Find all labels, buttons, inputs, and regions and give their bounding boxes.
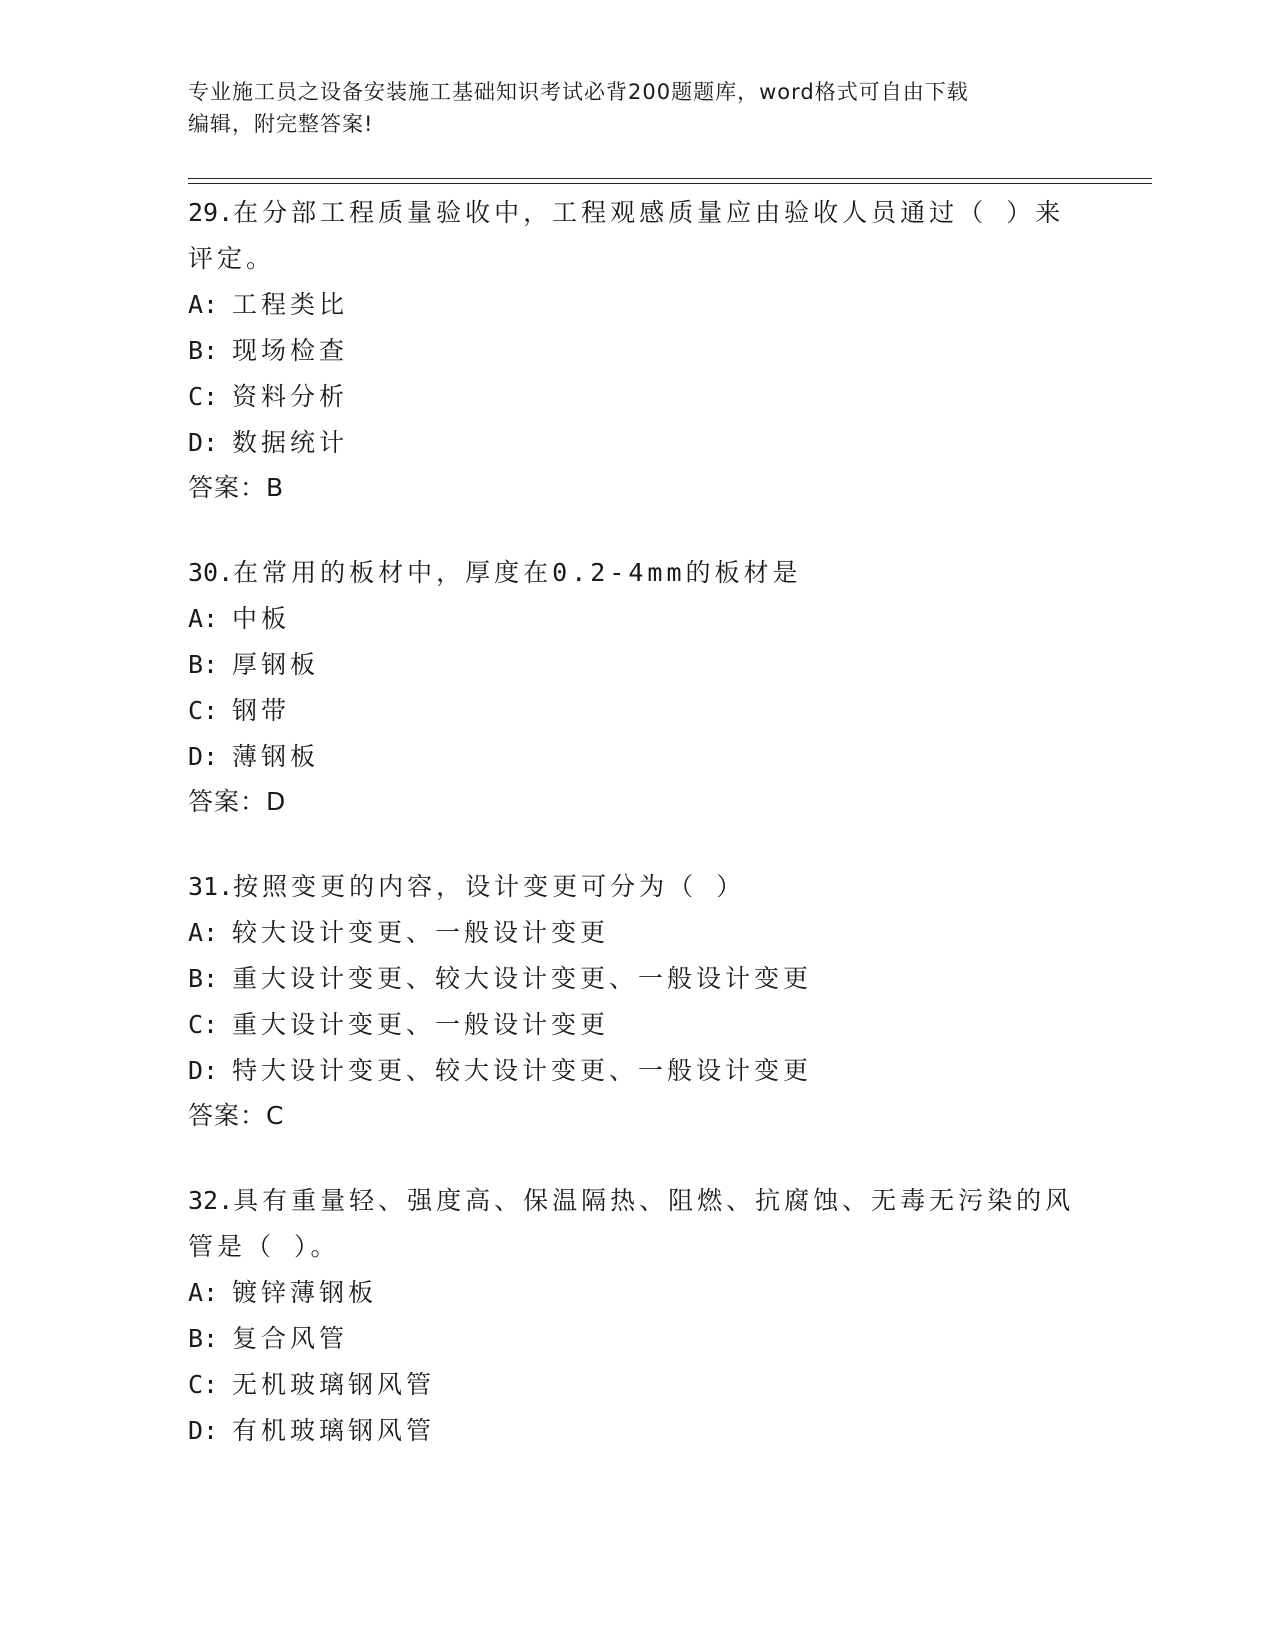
option-letter: D: xyxy=(188,1056,219,1085)
option-d xyxy=(188,420,1088,466)
option-b xyxy=(188,1316,1088,1362)
option-letter: D: xyxy=(188,1416,219,1445)
option-text: 镀锌薄钢板 xyxy=(232,1278,378,1307)
question-number: 30. xyxy=(188,558,234,587)
option-text: 较大设计变更、一般设计变更 xyxy=(232,918,610,947)
question-stem xyxy=(188,864,1088,910)
option-letter: C: xyxy=(188,382,219,411)
document-header xyxy=(188,76,1068,140)
option-letter: D: xyxy=(188,742,219,771)
option-c xyxy=(188,374,1088,420)
question-number: 29. xyxy=(188,198,234,227)
option-text: 现场检查 xyxy=(232,336,349,365)
option-letter: C: xyxy=(188,1010,219,1039)
question-32 xyxy=(188,1178,1088,1454)
option-text: 特大设计变更、较大设计变更、一般设计变更 xyxy=(232,1056,813,1085)
option-text: 薄钢板 xyxy=(232,742,320,771)
question-stem xyxy=(188,190,1088,282)
option-b xyxy=(188,328,1088,374)
option-a xyxy=(188,596,1088,642)
option-text: 重大设计变更、一般设计变更 xyxy=(232,1010,610,1039)
option-text: 数据统计 xyxy=(232,428,349,457)
option-c xyxy=(188,1002,1088,1048)
option-text: 重大设计变更、较大设计变更、一般设计变更 xyxy=(232,964,813,993)
option-letter: A: xyxy=(188,1278,219,1307)
option-text: 无机玻璃钢风管 xyxy=(232,1370,436,1399)
header-divider-top xyxy=(188,178,1152,179)
option-b xyxy=(188,956,1088,1002)
answer-line: 答案：B xyxy=(188,473,285,502)
option-a xyxy=(188,282,1088,328)
header-line-1: 专业施工员之设备安装施工基础知识考试必背200题题库，word格式可自由下载 xyxy=(188,80,969,104)
question-stem xyxy=(188,1178,1088,1270)
option-c xyxy=(188,1362,1088,1408)
option-d xyxy=(188,1048,1088,1094)
option-text: 厚钢板 xyxy=(232,650,320,679)
option-letter: D: xyxy=(188,428,219,457)
question-text: 在分部工程质量验收中，工程观感质量应由验收人员通过（ ）来评定。 xyxy=(188,198,1065,273)
question-text: 按照变更的内容，设计变更可分为（ ） xyxy=(233,872,746,901)
question-30 xyxy=(188,550,1088,824)
option-letter: B: xyxy=(188,336,219,365)
option-letter: A: xyxy=(188,290,219,319)
option-d xyxy=(188,734,1088,780)
answer-line: 答案：D xyxy=(188,787,287,816)
option-b xyxy=(188,642,1088,688)
option-text: 复合风管 xyxy=(232,1324,349,1353)
option-text: 资料分析 xyxy=(232,382,349,411)
header-divider-bottom xyxy=(188,183,1152,184)
question-text: 在常用的板材中，厚度在0.2-4mm的板材是 xyxy=(233,558,802,587)
option-text: 中板 xyxy=(232,604,291,633)
option-letter: B: xyxy=(188,650,219,679)
option-c xyxy=(188,688,1088,734)
question-number: 31. xyxy=(188,872,234,901)
option-letter: C: xyxy=(188,696,219,725)
option-a xyxy=(188,910,1088,956)
option-letter: A: xyxy=(188,918,219,947)
question-number: 32. xyxy=(188,1186,234,1215)
question-29 xyxy=(188,190,1088,510)
option-letter: C: xyxy=(188,1370,219,1399)
option-text: 有机玻璃钢风管 xyxy=(232,1416,436,1445)
header-line-2: 编辑，附完整答案! xyxy=(188,112,374,136)
question-stem xyxy=(188,550,1088,596)
question-31 xyxy=(188,864,1088,1138)
answer-line: 答案：C xyxy=(188,1101,285,1130)
option-letter: B: xyxy=(188,1324,219,1353)
option-d xyxy=(188,1408,1088,1454)
option-text: 钢带 xyxy=(232,696,291,725)
question-list xyxy=(188,190,1088,1494)
option-letter: B: xyxy=(188,964,219,993)
option-text: 工程类比 xyxy=(232,290,349,319)
question-text: 具有重量轻、强度高、保温隔热、阻燃、抗腐蚀、无毒无污染的风管是（ ）。 xyxy=(188,1186,1075,1261)
option-a xyxy=(188,1270,1088,1316)
option-letter: A: xyxy=(188,604,219,633)
